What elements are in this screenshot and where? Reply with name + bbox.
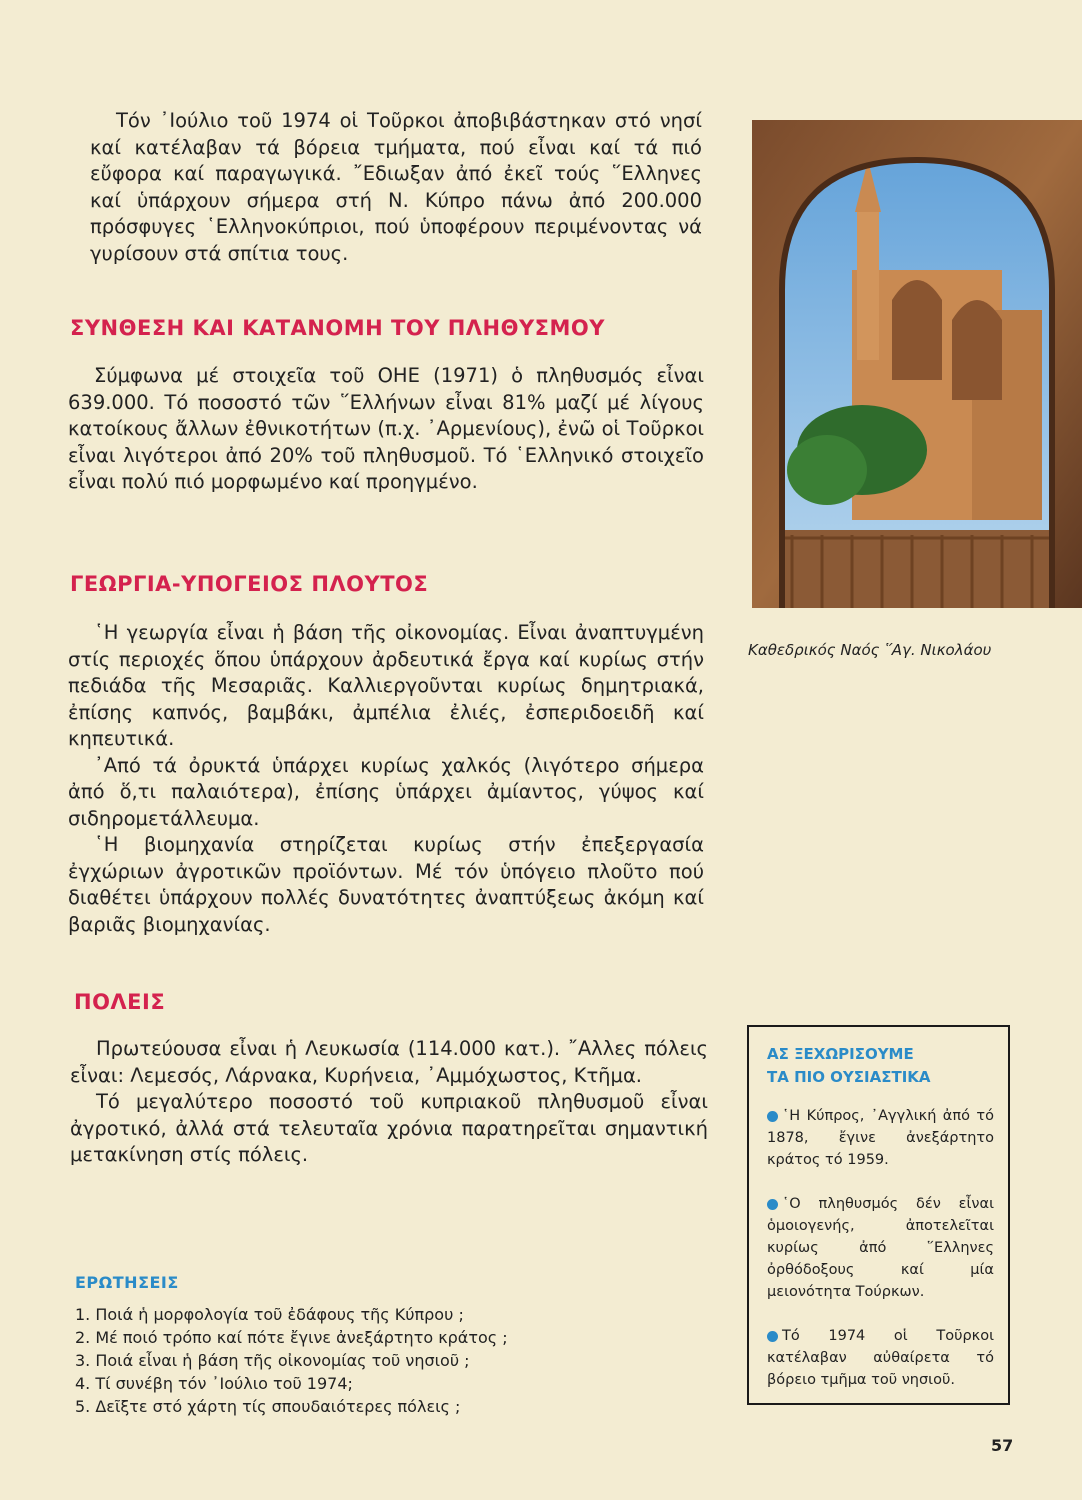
cities-section xyxy=(70,1036,708,1169)
cities-paragraph: Πρωτεύουσα εἶναι ἡ Λευκωσία (114.000 κατ.). ῎Αλλες πόλεις εἶναι: Λεμεσός, Λάρνακα, Κυρήνεια, ᾿Αμμόχωστος, Κτῆμα. xyxy=(70,1037,708,1087)
question-item: 2. Μέ ποιό τρόπο καί πότε ἔγινε ἀνεξάρτητο κράτος ; xyxy=(75,1328,508,1347)
summary-box xyxy=(747,1025,1010,1405)
agriculture-section xyxy=(68,620,704,938)
summary-item-text: ῾Ο πληθυσμός δέν εἶναι ὁμοιογενής, ἀποτελεῖται κυρίως ἀπό ῞Ελληνες ὀρθόδοξους καί μία μειονότητα Τούρκων. xyxy=(767,1196,994,1300)
questions-title: ΕΡΩΤΗΣΕΙΣ xyxy=(75,1273,179,1292)
summary-title-line2: ΤΑ ΠΙΟ ΟΥΣΙΑΣΤΙΚΑ xyxy=(767,1068,931,1086)
population-section xyxy=(68,363,704,496)
cities-heading: ΠΟΛΕΙΣ xyxy=(74,990,166,1014)
population-heading: ΣΥΝΘΕΣΗ ΚΑΙ ΚΑΤΑΝΟΜΗ ΤΟΥ ΠΛΗΘΥΣΜΟΥ xyxy=(70,316,605,340)
page-number: 57 xyxy=(991,1436,1014,1455)
photo-caption: Καθεδρικός Ναός ῞Αγ. Νικολάου xyxy=(748,641,992,659)
bullet-icon xyxy=(767,1199,778,1210)
summary-item-text: Τό 1974 οἱ Τοῦρκοι κατέλαβαν αὐθαίρετα τό βόρειο τμῆμα τοῦ νησιοῦ. xyxy=(767,1328,994,1388)
agriculture-paragraph: ᾿Από τά ὀρυκτά ὑπάρχει κυρίως χαλκός (λιγότερο σήμερα ἀπό ὅ,τι παλαιότερα), ἐπίσης ὑπάρχει ἀμίαντος, γύψος καί σιδηρομετάλλευμα. xyxy=(68,753,704,830)
summary-item xyxy=(767,1193,994,1303)
bullet-icon xyxy=(767,1111,778,1122)
question-item: 1. Ποιά ἡ μορφολογία τοῦ ἐδάφους τῆς Κύπρου ; xyxy=(75,1305,464,1324)
summary-item xyxy=(767,1325,994,1391)
question-item: 5. Δεῖξτε στό χάρτη τίς σπουδαιότερες πόλεις ; xyxy=(75,1397,461,1416)
intro-text: Τόν ᾿Ιούλιο τοῦ 1974 οἱ Τοῦρκοι ἀποβιβάστηκαν στό νησί καί κατέλαβαν τά βόρεια τμήματα, πού εἶναι καί τά πιό εὔφορα καί παραγωγικά. ῎Εδιωξαν ἀπό ἐκεῖ τούς ῞Ελληνες καί ὑπάρχουν σήμερα στή Ν. Κύπρο πάνω ἀπό 200.000 πρόσφυγες ῾Ελληνοκύπριοι, πού ὑποφέρουν περιμένοντας νά γυρίσουν στά σπίτια τους. xyxy=(90,109,702,265)
agriculture-heading: ΓΕΩΡΓΙΑ-ΥΠΟΓΕΙΟΣ ΠΛΟΥΤΟΣ xyxy=(70,572,429,596)
cathedral-photo xyxy=(752,120,1082,608)
question-item: 4. Τί συνέβη τόν ᾿Ιούλιο τοῦ 1974; xyxy=(75,1374,353,1393)
questions-list xyxy=(75,1303,508,1418)
agriculture-paragraph: ῾Η βιομηχανία στηρίζεται κυρίως στήν ἐπεξεργασία ἐγχώριων ἀγροτικῶν προϊόντων. Μέ τόν ὑπόγειο πλοῦτο πού διαθέτει ὑπάρχουν πολλές δυνατότητες ἀναπτύξεως ἀκόμη καί βαριᾶς βιομηχανίας. xyxy=(68,833,704,936)
bullet-icon xyxy=(767,1331,778,1342)
summary-item-text: ῾Η Κύπρος, ᾿Αγγλική ἀπό τό 1878, ἔγινε ἀνεξάρτητο κράτος τό 1959. xyxy=(767,1108,994,1168)
agriculture-paragraph: ῾Η γεωργία εἶναι ἡ βάση τῆς οἰκονομίας. Εἶναι ἀναπτυγμένη στίς περιοχές ὅπου ὑπάρχουν ἀρδευτικά ἔργα καί κυρίως στήν πεδιάδα τῆς Μεσαριᾶς. Καλλιεργοῦνται κυρίως δημητριακά, ἐπίσης καπνός, βαμβάκι, ἀμπέλια ἐλιές, ἐσπεριδοειδῆ καί κηπευτικά. xyxy=(68,621,704,750)
population-text: Σύμφωνα μέ στοιχεῖα τοῦ ΟΗΕ (1971) ὁ πληθυσμός εἶναι 639.000. Τό ποσοστό τῶν ῞Ελλήνων εἶναι 81% μαζί μέ λίγους κατοίκους ἄλλων ἐθνικοτήτων (π.χ. ᾿Αρμενίους), ἐνῶ οἱ Τοῦρκοι εἶναι λιγότεροι ἀπό 20% τοῦ πληθυσμοῦ. Τό ῾Ελληνικό στοιχεῖο εἶναι πολύ πιό μορφωμένο καί προηγμένο. xyxy=(68,364,704,493)
intro-paragraph xyxy=(90,108,702,267)
summary-title-line1: ΑΣ ΞΕΧΩΡΙΣΟΥΜΕ xyxy=(767,1045,914,1063)
summary-item xyxy=(767,1105,994,1171)
cities-paragraph: Τό μεγαλύτερο ποσοστό τοῦ κυπριακοῦ πληθυσμοῦ εἶναι ἀγροτικό, ἀλλά στά τελευταῖα χρόνια παρατηρεῖται σημαντική μετακίνηση στίς πόλεις. xyxy=(70,1090,708,1166)
question-item: 3. Ποιά εἶναι ἡ βάση τῆς οἰκονομίας τοῦ νησιοῦ ; xyxy=(75,1351,470,1370)
